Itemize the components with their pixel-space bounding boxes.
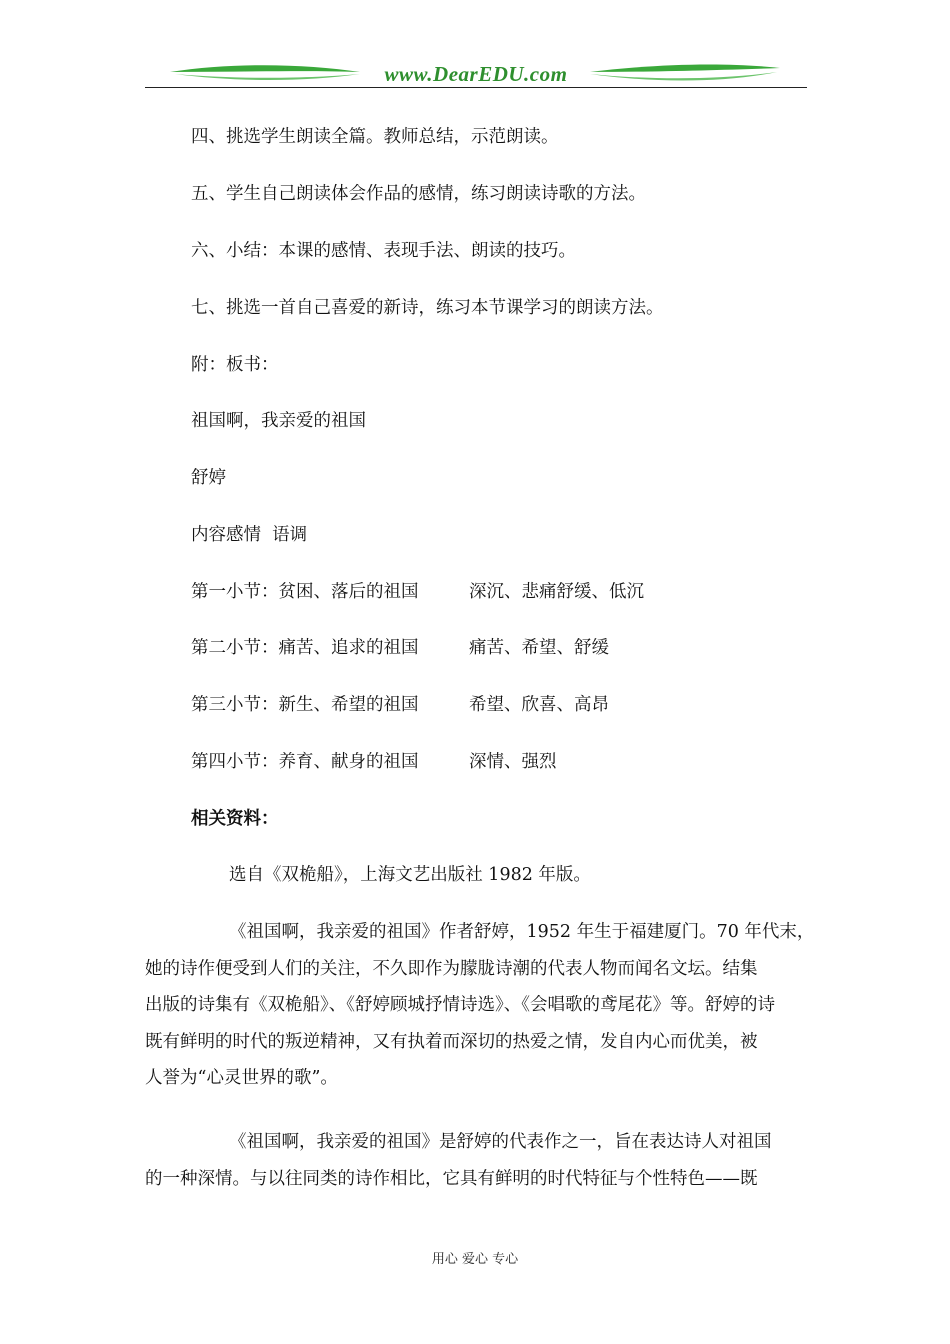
board-row-section: 第一小节：贫困、落后的祖国 <box>191 582 419 602</box>
board-row-section: 第三小节：新生、希望的祖国 <box>191 695 419 715</box>
board-label: 附：板书： <box>191 355 279 375</box>
board-row-tone: 深情、强烈 <box>469 752 557 772</box>
step-six: 六、小结：本课的感情、表现手法、朗读的技巧。 <box>191 241 576 261</box>
site-header <box>145 58 807 90</box>
board-title: 祖国啊，我亲爱的祖国 <box>191 411 366 431</box>
poem-paragraph <box>145 1124 807 1197</box>
step-seven: 七、挑选一首自己喜爱的新诗，练习本节课学习的朗读方法。 <box>191 298 664 318</box>
paragraph-line: 《祖国啊，我亲爱的祖国》是舒婷的代表作之一，旨在表达诗人对祖国 <box>229 1132 772 1152</box>
author-paragraph <box>145 914 815 1097</box>
paragraph-line: 人誉为“心灵世界的歌”。 <box>145 1068 338 1088</box>
board-row-tone: 痛苦、希望、舒缓 <box>469 638 609 658</box>
site-url: www.DearEDU.com <box>384 62 568 86</box>
board-row-tone: 希望、欣喜、高昂 <box>469 695 609 715</box>
paragraph-line: 她的诗作便受到人们的关注，不久即作为朦胧诗潮的代表人物而闻名文坛。结集 <box>145 958 758 979</box>
step-five: 五、学生自己朗读体会作品的感情，练习朗读诗歌的方法。 <box>191 184 646 204</box>
header-divider <box>145 87 807 88</box>
board-row-section: 第二小节：痛苦、追求的祖国 <box>191 638 419 658</box>
board-row-tone: 深沉、悲痛舒缓、低沉 <box>469 582 644 602</box>
board-header-row: 内容感情 语调 <box>191 525 308 545</box>
page-footer: 用心 爱心 专心 <box>431 1252 519 1267</box>
paragraph-line: 《祖国啊，我亲爱的祖国》作者舒婷，1952 年生于福建厦门。70 年代末， <box>229 922 815 942</box>
related-heading: 相关资料： <box>191 809 279 829</box>
related-source: 选自《双桅船》，上海文艺出版社 1982 年版。 <box>229 865 591 885</box>
paragraph-line: 既有鲜明的时代的叛逆精神，又有执着而深切的热爱之情，发自内心而优美，被 <box>145 1031 758 1052</box>
step-four: 四、挑选学生朗读全篇。教师总结，示范朗读。 <box>191 127 559 147</box>
board-row-section: 第四小节：养育、献身的祖国 <box>191 752 419 772</box>
paragraph-line: 的一种深情。与以往同类的诗作相比，它具有鲜明的时代特征与个性特色——既 <box>145 1168 758 1189</box>
paragraph-line: 出版的诗集有《双桅船》、《舒婷顾城抒情诗选》、《会唱歌的鸢尾花》等。舒婷的诗 <box>145 995 775 1015</box>
board-author: 舒婷 <box>191 468 226 488</box>
